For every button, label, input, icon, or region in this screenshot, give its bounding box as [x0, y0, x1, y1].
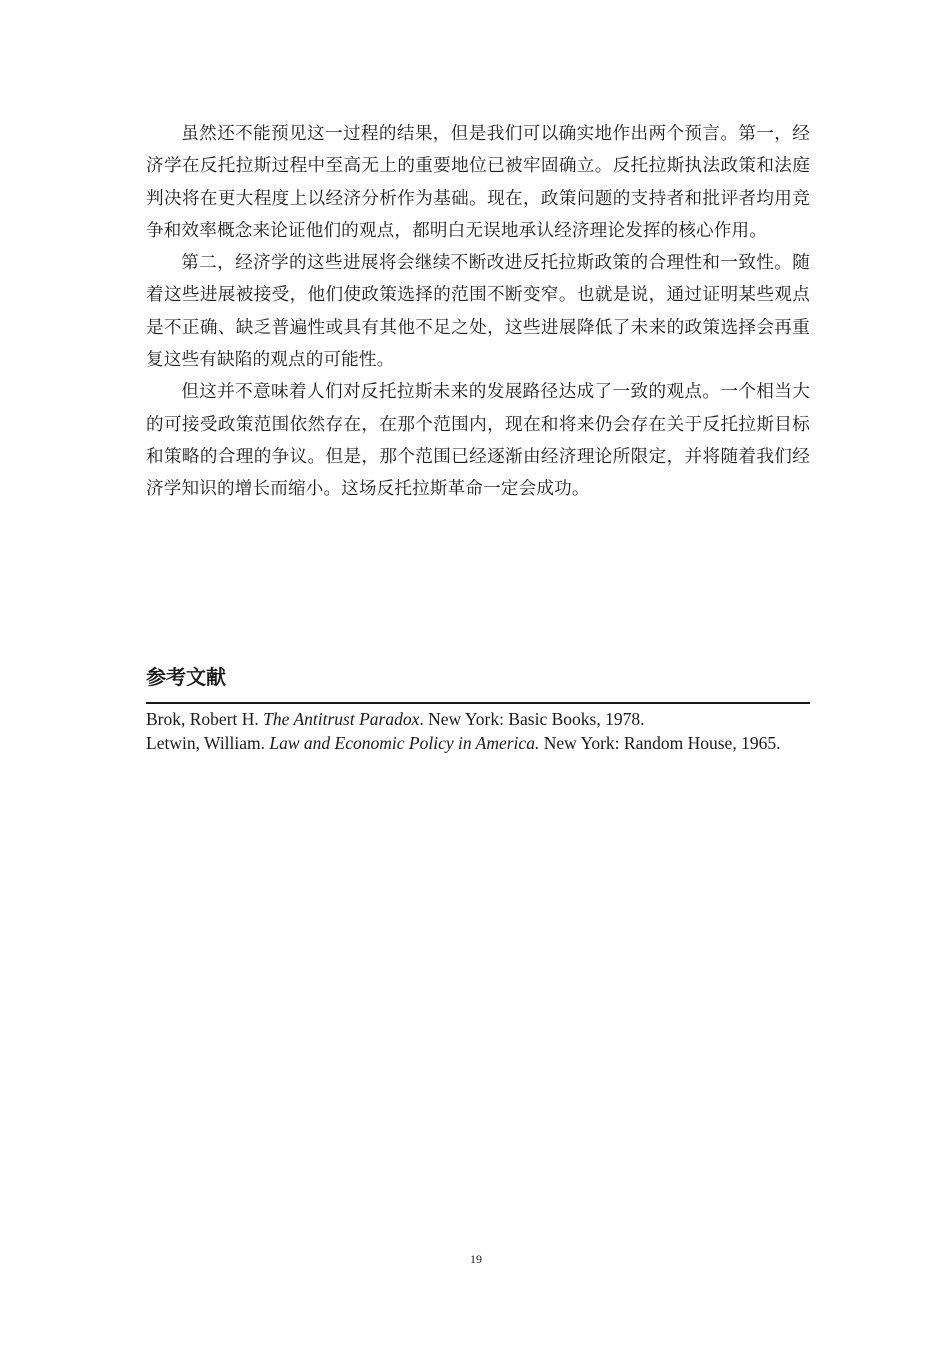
- reference-author: Letwin, William.: [146, 733, 270, 753]
- body-text: [146, 118, 810, 506]
- reference-title: Law and Economic Policy in America.: [269, 733, 540, 753]
- body-paragraph: 但这并不意味着人们对反托拉斯未来的发展路径达成了一致的观点。一个相当大的可接受政策范围依然存在，在那个范围内，现在和将来仍会存在关于反托拉斯目标和策略的合理的争议。但是，那个范围已经逐渐由经济理论所限定，并将随着我们经济学知识的增长而缩小。这场反托拉斯革命一定会成功。: [146, 382, 810, 500]
- reference-author: Brok, Robert H.: [146, 709, 264, 729]
- page-number: 19: [470, 1252, 482, 1266]
- body-paragraph: 第二，经济学的这些进展将会继续不断改进反托拉斯政策的合理性和一致性。随着这些进展被接受，他们使政策选择的范围不断变窄。也就是说，通过证明某些观点是不正确、缺乏普遍性或具有其他不足之处，这些进展降低了未来的政策选择会再重复这些有缺陷的观点的可能性。: [146, 253, 810, 371]
- references-heading: 参考文献: [146, 665, 226, 689]
- reference-publication: . New York: Basic Books, 1978.: [419, 709, 645, 729]
- reference-publication: New York: Random House, 1965.: [539, 733, 781, 753]
- reference-item: [146, 731, 810, 755]
- reference-item: [146, 707, 810, 731]
- references-list: [146, 707, 810, 755]
- references-divider: [146, 702, 810, 704]
- body-paragraph: 虽然还不能预见这一过程的结果，但是我们可以确实地作出两个预言。第一，经济学在反托拉斯过程中至高无上的重要地位已被牢固确立。反托拉斯执法政策和法庭判决将在更大程度上以经济分析作为基础。现在，政策问题的支持者和批评者均用竞争和效率概念来论证他们的观点，都明白无误地承认经济理论发挥的核心作用。: [146, 124, 810, 241]
- reference-title: The Antitrust Paradox: [263, 709, 420, 729]
